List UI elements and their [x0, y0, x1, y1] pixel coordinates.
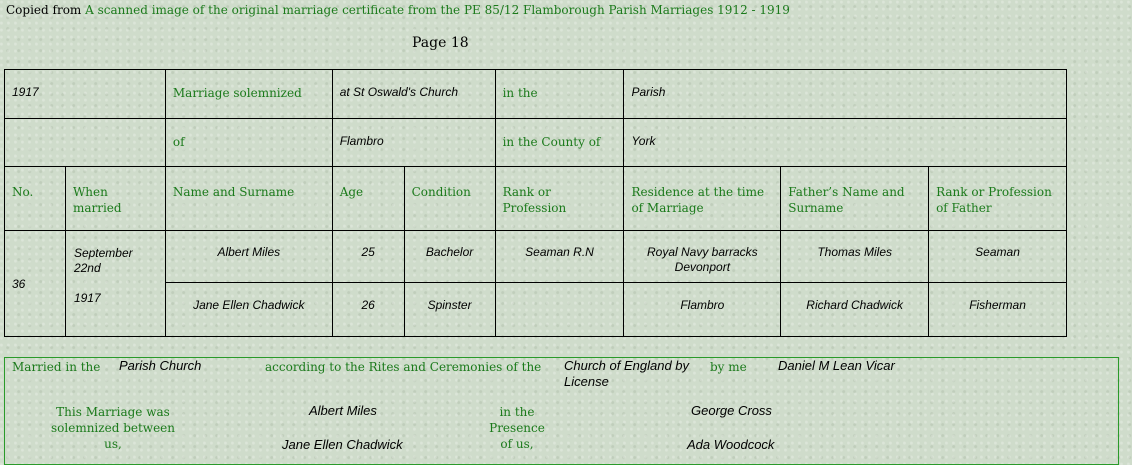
officiant-name: Daniel M Lean Vicar [778, 358, 895, 373]
marriage-register-table [4, 69, 1067, 337]
married-in-label: Married in the [12, 360, 101, 374]
when-married [65, 231, 165, 337]
empty-cell [5, 119, 166, 167]
bride-residence: Flambro [624, 283, 781, 337]
rites-label: according to the Rites and Ceremonies of the [265, 360, 542, 374]
col-when: When married [65, 167, 165, 231]
bride-age: 26 [332, 283, 404, 337]
col-residence: Residence at the time of Marriage [624, 167, 781, 231]
col-father-name: Father’s Name and Surname [781, 167, 929, 231]
marriage-solemnized-label: Marriage solemnized [165, 70, 332, 119]
bride-condition: Spinster [404, 283, 495, 337]
header-row-2 [5, 119, 1067, 167]
col-rank: Rank or Profession [495, 167, 624, 231]
groom-father-name: Thomas Miles [781, 231, 929, 283]
party-1: Albert Miles [309, 403, 377, 418]
groom-rank: Seaman R.N [495, 231, 624, 283]
bride-father-rank: Fisherman [929, 283, 1067, 337]
marriage-year: 1917 [73, 291, 101, 305]
groom-residence: Royal Navy barracks Devonport [624, 231, 781, 283]
groom-row [5, 231, 1067, 283]
party-2: Jane Ellen Chadwick [282, 437, 403, 452]
of-label: of [165, 119, 332, 167]
header-row-1 [5, 70, 1067, 119]
rites-value: Church of England by License [564, 358, 690, 389]
copied-from-label: Copied from [6, 3, 82, 17]
source-note [6, 3, 790, 17]
in-the-label: in the [495, 70, 624, 119]
county-label: in the County of [495, 119, 624, 167]
entry-number: 36 [5, 231, 66, 337]
year-cell: 1917 [5, 70, 166, 119]
bride-rank [495, 283, 624, 337]
witness-1: George Cross [691, 403, 772, 418]
page-number: Page 18 [412, 35, 469, 51]
col-father-rank: Rank or Profession of Father [929, 167, 1067, 231]
place-cell: Flambro [332, 119, 495, 167]
col-age: Age [332, 167, 404, 231]
marriage-date: September 22nd [73, 246, 133, 275]
parish-cell: Parish [624, 70, 1067, 119]
by-me-label: by me [710, 360, 747, 374]
groom-name: Albert Miles [165, 231, 332, 283]
solemnization-box [4, 357, 1119, 465]
col-condition: Condition [404, 167, 495, 231]
bride-name: Jane Ellen Chadwick [165, 283, 332, 337]
presence-label: in the Presence of us, [489, 405, 545, 451]
groom-father-rank: Seaman [929, 231, 1067, 283]
bride-father-name: Richard Chadwick [781, 283, 929, 337]
solemnized-between-label: This Marriage was solemnized between us, [51, 405, 175, 451]
witness-2: Ada Woodcock [687, 437, 775, 452]
married-in-value: Parish Church [119, 358, 202, 373]
col-no: No. [5, 167, 66, 231]
church-cell: at St Oswald's Church [332, 70, 495, 119]
column-headers [5, 167, 1067, 231]
groom-condition: Bachelor [404, 231, 495, 283]
county-cell: York [624, 119, 1067, 167]
groom-age: 25 [332, 231, 404, 283]
col-name: Name and Surname [165, 167, 332, 231]
source-description: A scanned image of the original marriage certificate from the PE 85/12 Flamborough Parish Marriages 1912 - 1919 [85, 3, 790, 17]
